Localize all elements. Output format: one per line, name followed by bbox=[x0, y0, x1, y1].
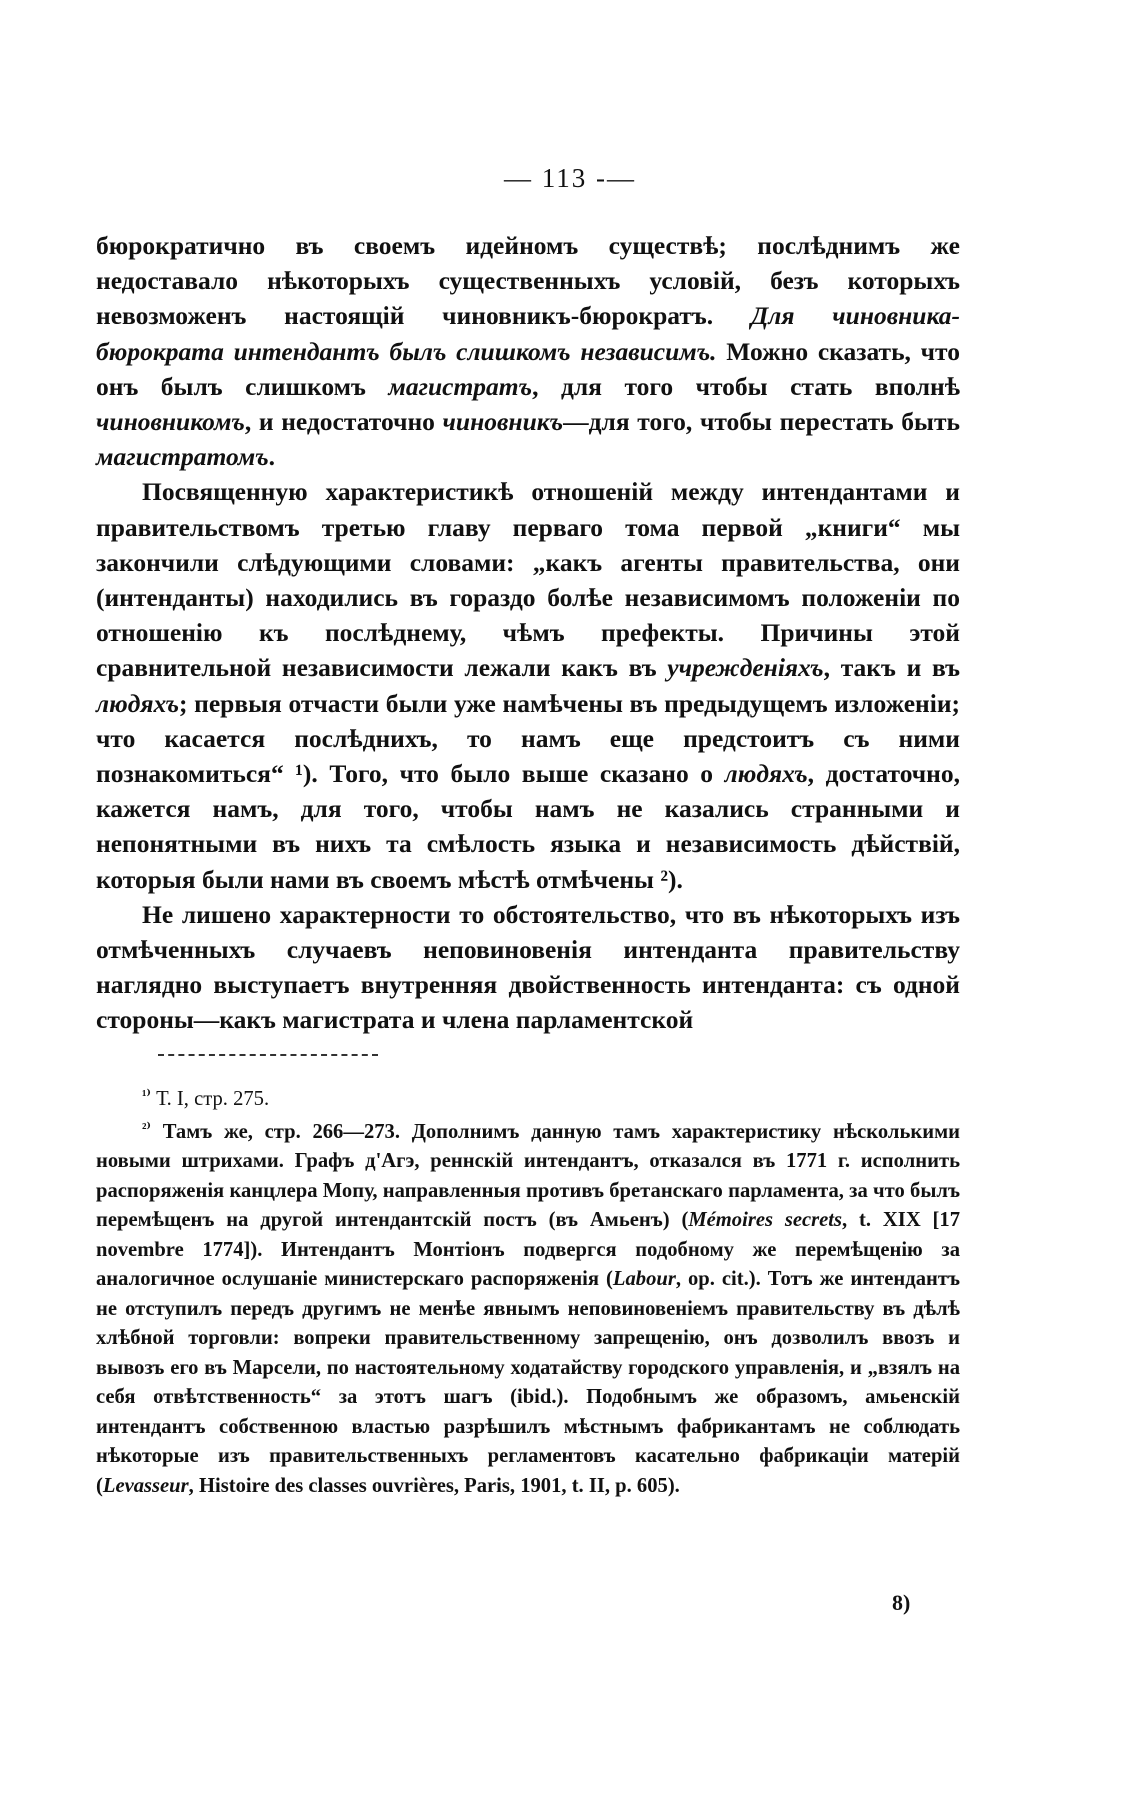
footnote-text: Тамъ же, стр. 266—273. Дополнимъ данную тамъ характеристику нѣсколькими новыми штрихами. Графъ д'Агэ, реннскій интендантъ, отказался въ 1771 г. исполнить распоряженія канцлера Мопу, направленныя противъ бретанскаго парламента, за что былъ перемѣщенъ на другой интендантскій постъ (въ Амьенъ) ( bbox=[96, 1120, 960, 1231]
paragraph-3 bbox=[96, 897, 960, 1038]
text-run: ; первыя отчасти были уже намѣчены въ предыдущемъ изложеніи; что касается послѣднихъ, то намъ еще предстоитъ съ ними познакомиться“ ¹). Того, что было выше сказано о bbox=[96, 688, 960, 789]
footnote-mark: ²⁾ bbox=[142, 1120, 151, 1137]
main-text bbox=[96, 228, 960, 1038]
signature-mark: 8) bbox=[892, 1590, 911, 1615]
footnote-2 bbox=[96, 1115, 960, 1502]
footnote-text: , Histoire des classes ouvrières, Paris, 1901, t. II, p. 605). bbox=[188, 1474, 680, 1497]
italic-run: учрежденіяхъ bbox=[667, 653, 824, 683]
italic-run: Levasseur bbox=[102, 1474, 189, 1497]
text-run: бюрократично въ своемъ идейномъ существѣ; послѣднимъ же недоставало нѣкоторыхъ существенныхъ условій, безъ которыхъ невозможенъ настоящій чиновникъ-бюрократъ. bbox=[96, 231, 960, 331]
footnote-text: Т. I, стр. 275. bbox=[150, 1088, 270, 1110]
italic-run: Для чиновника-бюрократа интендантъ былъ слишкомъ независимъ. bbox=[96, 301, 960, 366]
italic-run: чиновникомъ bbox=[96, 407, 245, 437]
italic-run: магистратомъ bbox=[96, 442, 269, 472]
footnote-text: , t. XIX [17 novembre 1774]). Интендантъ Монтіонъ подвергся подобному же перемѣщенію за аналогичное ослушаніе министерскаго распоряженія ( bbox=[96, 1209, 961, 1290]
italic-run: людяхъ bbox=[96, 688, 180, 718]
page-number: — 113 -— bbox=[504, 163, 636, 193]
italic-run: Mémoires secrets bbox=[688, 1209, 843, 1231]
italic-run: чиновникъ bbox=[442, 407, 564, 437]
text-run: , достаточно, кажется намъ, для того, чтобы намъ не казались странными и непонятными въ нихъ та смѣлость языка и независимость дѣйствій, которыя были нами въ своемъ мѣстѣ отмѣчены ²). bbox=[96, 759, 960, 894]
text-run: Посвященную характеристикѣ отношеній между интендантами и правительствомъ третью главу перваго тома первой „книги“ мы закончили слѣдующими словами: „какъ агенты правительства, они (интенданты) находились въ гораздо болѣе независимомъ положеніи по отношенію къ послѣднему, чѣмъ префекты. Причины этой сравнительной независимости лежали какъ въ bbox=[96, 477, 960, 683]
text-run: Не лишено характерности то обстоятельство, что въ нѣкоторыхъ изъ отмѣченныхъ случаевъ неповиновенія интенданта правительству наглядно выступаетъ внутренняя двойственность интенданта: съ одной стороны—какъ магистрата и члена парламентской bbox=[96, 899, 960, 1035]
text-run: . bbox=[268, 442, 276, 472]
text-run: —для того, чтобы перестать быть bbox=[563, 407, 960, 437]
footnote-1 bbox=[96, 1082, 960, 1115]
paragraph-2 bbox=[96, 474, 960, 896]
footnotes bbox=[96, 1082, 960, 1501]
footnote-divider bbox=[158, 1054, 378, 1056]
text-run: , для того чтобы стать вполнѣ bbox=[532, 371, 960, 401]
text-run: , такъ и въ bbox=[823, 653, 960, 683]
text-run: , и недостаточно bbox=[244, 407, 443, 437]
footnote-mark: ¹⁾ bbox=[142, 1088, 151, 1104]
italic-run: людяхъ bbox=[724, 759, 808, 789]
footnote-text: , op. cit.). Тотъ же интендантъ не отступилъ передъ другимъ не менѣе явнымъ неповиновеніемъ правительству въ дѣлѣ хлѣбной торговли: вопреки правительственному запрещенію, онъ дозволилъ ввозъ и вывозъ его въ Марсели, по настоятельному ходатайству городского управленія, и „взялъ на себя отвѣтственность“ за этотъ шагъ (ibid.). Подобнымъ же образомъ, амьенскій интендантъ собственною властью разрѣшилъ мѣстнымъ фабрикантамъ не соблюдать нѣкоторые изъ правительственныхъ регламентовъ касательно фабрикаціи матерій ( bbox=[96, 1268, 960, 1497]
paragraph-1 bbox=[96, 228, 960, 474]
italic-run: Labour bbox=[612, 1268, 676, 1290]
text-run: Можно сказать, что онъ былъ слишкомъ bbox=[96, 336, 960, 401]
italic-run: магистратъ bbox=[388, 371, 533, 401]
